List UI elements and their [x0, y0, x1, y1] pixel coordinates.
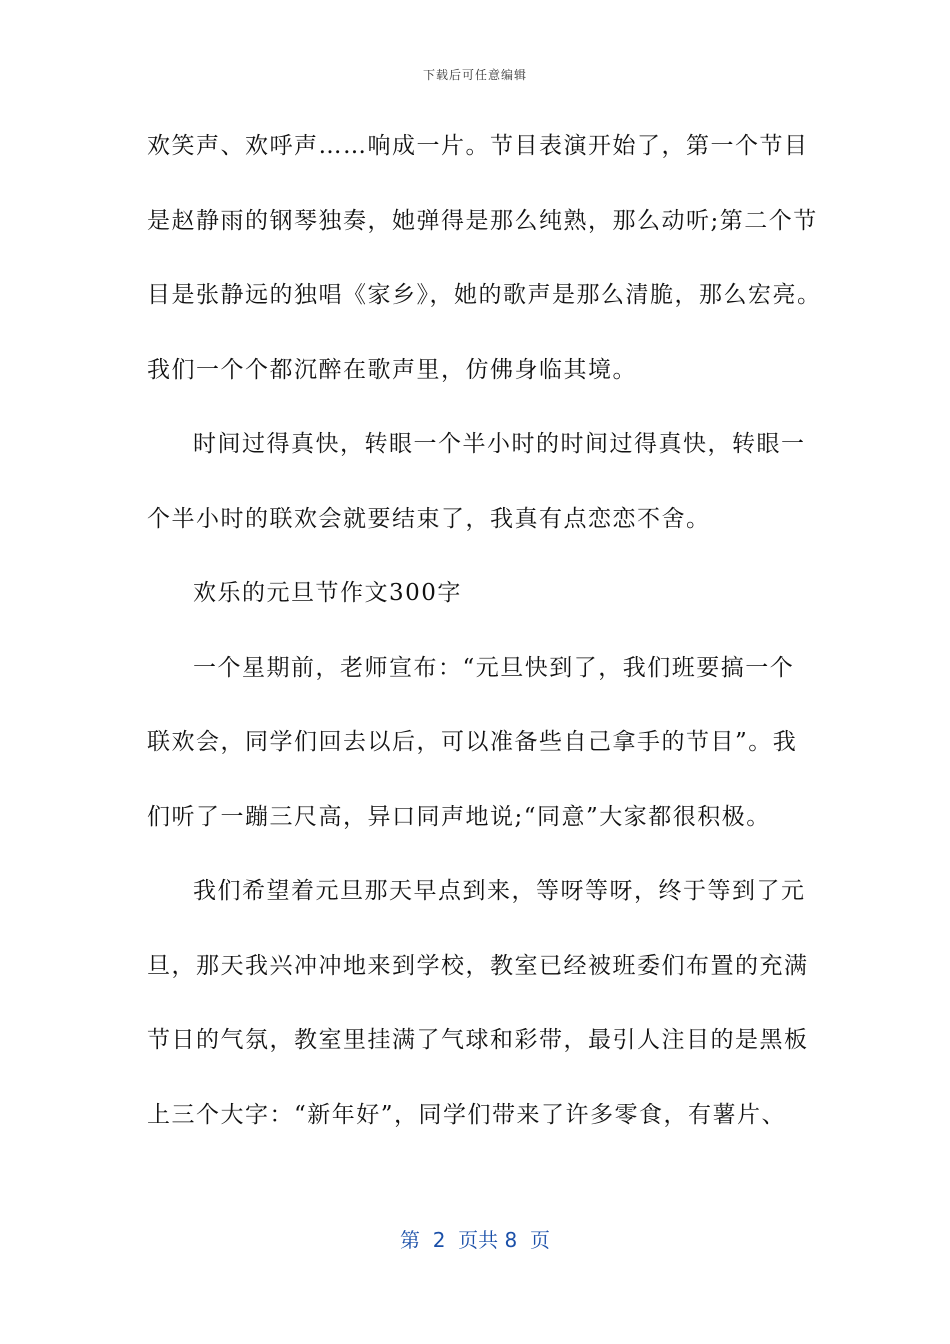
text-line: 旦，那天我兴冲冲地来到学校，教室已经被班委们布置的充满 [147, 952, 809, 979]
text-line: 欢笑声、欢呼声……响成一片。节目表演开始了，第一个节目 [147, 133, 809, 159]
text-line: 是赵静雨的钢琴独奏，她弹得是那么纯熟，那么动听;第二个节 [147, 207, 818, 234]
page-header: 下载后可任意编辑 [422, 68, 527, 82]
text-line: 个半小时的联欢会就要结束了，我真有点恋恋不舍。 [147, 505, 711, 532]
page-number-footer: 第 2 页共 8 页 [400, 1228, 550, 1252]
text-line: 联欢会，同学们回去以后，可以准备些自己拿手的节目”。我 [147, 729, 798, 755]
text-line: 目是张静远的独唱《家乡》，她的歌声是那么清脆，那么宏亮。 [147, 282, 822, 308]
paragraph-start-line: 一个星期前，老师宣布：“元旦快到了，我们班要搞一个 [193, 654, 795, 681]
document-body [147, 126, 822, 1169]
paragraph-start-line: 我们希望着元旦那天早点到来，等呀等呀，终于等到了元 [193, 878, 806, 904]
paragraph-start-line: 时间过得真快，转眼一个半小时的时间过得真快，转眼一 [193, 431, 806, 457]
text-line: 我们一个个都沉醉在歌声里，仿佛身临其境。 [147, 356, 637, 383]
section-title: 欢乐的元旦节作文300字 [193, 580, 462, 606]
text-line: 们听了一蹦三尺高，异口同声地说;“同意”大家都很积极。 [147, 803, 771, 830]
text-line: 上三个大字：“新年好”，同学们带来了许多零食，有薯片、 [147, 1101, 787, 1128]
text-line: 节日的气氛，教室里挂满了气球和彩带，最引人注目的是黑板 [147, 1027, 809, 1053]
